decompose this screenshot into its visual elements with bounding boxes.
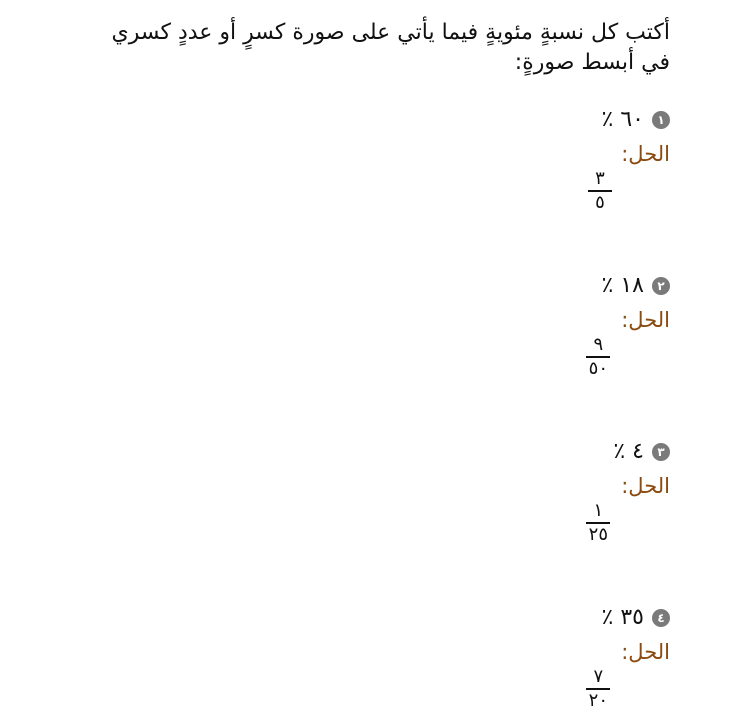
fraction-numerator: ٣ [595, 168, 605, 189]
number-badge: ٤ [652, 609, 670, 627]
fraction-denominator: ٢٥ [588, 524, 608, 545]
fraction-denominator: ٢٠ [588, 690, 608, 711]
problem-statement [420, 439, 670, 465]
instruction-line-1: أكتب كل نسبةٍ مئويةٍ فيما يأتي على صورة كسرٍ أو عددٍ كسري [111, 20, 670, 45]
solution-label: الحل: [621, 640, 670, 664]
problem-1 [420, 107, 670, 213]
problem-statement [420, 605, 670, 631]
percent-value: ٣٥ ٪ [601, 605, 644, 630]
number-badge: ٣ [652, 443, 670, 461]
number-badge: ١ [652, 111, 670, 129]
solution-label: الحل: [621, 474, 670, 498]
answer-fraction [585, 667, 612, 711]
instruction-line-2: في أبسط صورةٍ: [514, 50, 670, 75]
answer-fraction [588, 169, 612, 213]
solution-label: الحل: [621, 308, 670, 332]
instruction-text [90, 18, 670, 78]
percent-value: ٤ ٪ [613, 439, 644, 464]
fraction-numerator: ١ [593, 500, 604, 521]
fraction-numerator: ٧ [593, 666, 604, 687]
fraction-numerator: ٩ [593, 334, 604, 355]
percent-value: ١٨ ٪ [601, 273, 644, 298]
percent-value: ٦٠ ٪ [601, 107, 644, 132]
answer-fraction [585, 501, 612, 545]
number-badge: ٢ [652, 277, 670, 295]
answer-fraction [585, 335, 612, 379]
problem-2 [420, 273, 670, 379]
fraction-denominator: ٥ [595, 192, 605, 213]
problem-statement [420, 273, 670, 299]
problem-statement [420, 107, 670, 133]
fraction-denominator: ٥٠ [588, 358, 608, 379]
solution-label: الحل: [621, 142, 670, 166]
problem-4 [420, 605, 670, 711]
problem-3 [420, 439, 670, 545]
